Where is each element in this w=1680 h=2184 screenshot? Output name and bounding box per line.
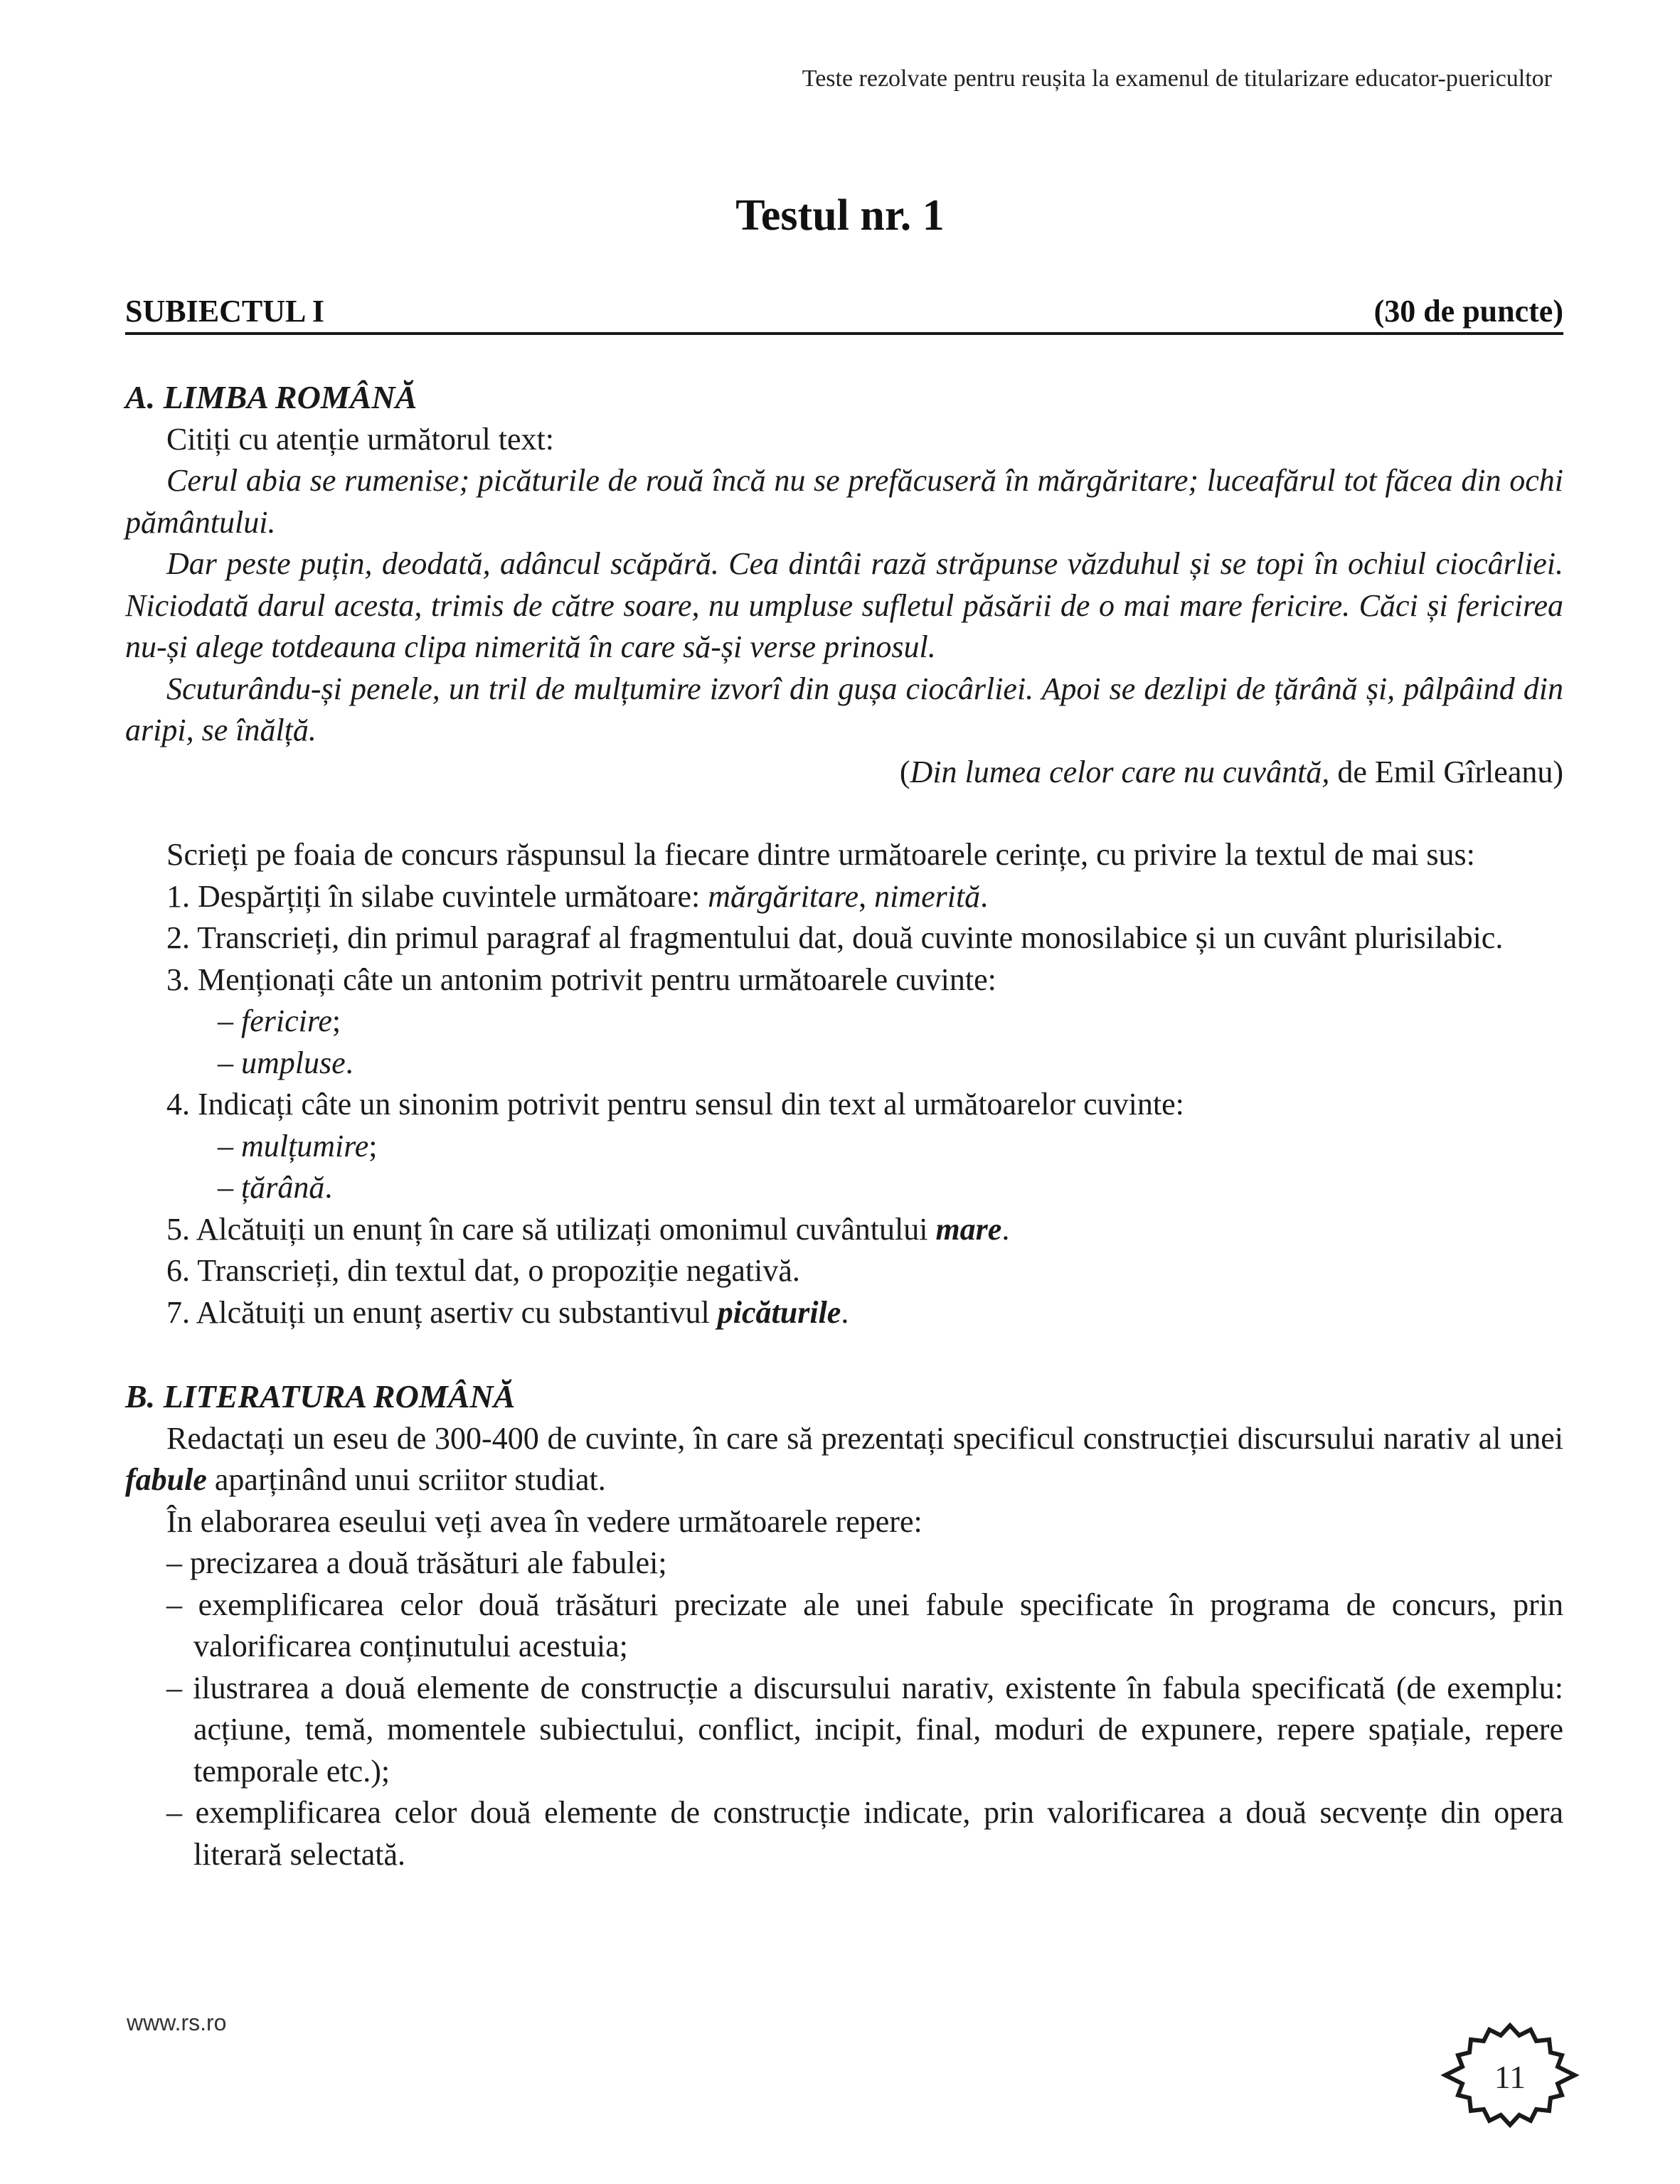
subitem-word: mulțumire: [241, 1128, 369, 1163]
source-work: Din lumea celor care nu cuvântă,: [910, 754, 1330, 789]
task-text: Despărțiți în silabe cuvintele următoare:: [198, 878, 708, 914]
task-emph: mărgăritare: [708, 878, 859, 914]
section-a-heading: A. LIMBA ROMÂNĂ: [125, 379, 418, 415]
subitem-end: ;: [331, 1003, 341, 1038]
task-number: 7.: [166, 1294, 190, 1330]
task-number: 2.: [166, 920, 190, 955]
essay-prompt: [125, 1418, 1563, 1501]
task-text: Transcrieți, din primul paragraf al fragmentului dat, două cuvinte monosilabice și un cuvânt plurisilabic.: [197, 920, 1504, 955]
prompt-bold-word: fabule: [125, 1462, 207, 1497]
task-item-7: [125, 1292, 1563, 1334]
task-number: 6.: [166, 1253, 190, 1288]
prompt-text: aparținând unui scriitor studiat.: [206, 1462, 606, 1497]
task-text: Alcătuiți un enunț asertiv cu substantivul: [196, 1294, 718, 1330]
task-item-5: [125, 1209, 1563, 1251]
subject-heading: [125, 293, 1563, 335]
section-a-instruction: Citiți cu atenție următorul text:: [166, 421, 554, 457]
task-item-2: [125, 917, 1563, 959]
source-author: de Emil Gîrleanu): [1329, 754, 1563, 789]
document-body: [125, 377, 1563, 1875]
dash: –: [218, 1170, 241, 1205]
guideline-item: – exemplificarea celor două trăsături precizate ale unei fabule specificate în programa de concurs, prin valorificarea conținutului acestuia;: [166, 1587, 1563, 1663]
page-title: Testul nr. 1: [735, 191, 945, 240]
task-bold-word: picăturile: [717, 1294, 841, 1330]
task-emph: nimerită: [874, 878, 981, 914]
footer-url: www.rs.ro: [127, 2010, 227, 2035]
source-paren: (: [899, 754, 910, 789]
task-end: .: [980, 878, 989, 914]
page-number: 11: [1494, 2058, 1526, 2095]
guideline-item: – ilustrarea a două elemente de construcție a discursului narativ, existente în fabula specificată (de exemplu: acțiune, temă, momentele subiectului, conflict, incipit, final, moduri de expunere, repere spațiale, repere temporale etc.);: [166, 1670, 1563, 1789]
task-subitem: [125, 1001, 1563, 1043]
subitem-end: .: [324, 1170, 333, 1205]
section-b-heading: B. LITERATURA ROMÂNĂ: [125, 1378, 516, 1415]
subitem-end: .: [345, 1045, 353, 1080]
task-number: 3.: [166, 962, 190, 997]
task-subitem: [125, 1167, 1563, 1209]
task-item-4: [125, 1084, 1563, 1126]
task-item-6: [125, 1250, 1563, 1292]
task-text: Menționați câte un antonim potrivit pentru următoarele cuvinte:: [198, 962, 996, 997]
task-subitem: [125, 1126, 1563, 1168]
dash: –: [218, 1045, 241, 1080]
dash: –: [218, 1003, 241, 1038]
task-end: .: [841, 1294, 849, 1330]
task-end: .: [1001, 1211, 1010, 1247]
guideline-item: – precizarea a două trăsături ale fabulei;: [166, 1545, 667, 1580]
task-bold-word: mare: [935, 1211, 1002, 1247]
guide-intro: În elaborarea eseului veți avea în vedere următoarele repere:: [166, 1503, 923, 1539]
task-text: Alcătuiți un enunț în care să utilizați omonimul cuvântului: [196, 1211, 936, 1247]
task-subitem: [125, 1043, 1563, 1085]
prompt-text: Redactați un eseu de 300-400 de cuvinte, în care să prezentați specificul construcției discursului narativ al unei: [166, 1420, 1563, 1456]
text-source: [125, 752, 1563, 794]
task-item-3: [125, 959, 1563, 1001]
guideline-item: – exemplificarea celor două elemente de construcție indicate, prin valorificarea a două secvențe din opera literară selectată.: [166, 1795, 1563, 1872]
subitem-word: fericire: [241, 1003, 332, 1038]
task-sep: ,: [858, 878, 875, 914]
task-number: 5.: [166, 1211, 190, 1247]
dash: –: [218, 1128, 241, 1163]
subject-points: (30 de puncte): [1373, 294, 1563, 329]
task-number: 1.: [166, 878, 190, 914]
task-item-1: [125, 876, 1563, 918]
subitem-end: ;: [368, 1128, 378, 1163]
subitem-word: țărână: [241, 1170, 325, 1205]
task-text: Indicați câte un sinonim potrivit pentru sensul din text al următoarelor cuvinte:: [198, 1087, 1184, 1122]
text-paragraph: Dar peste puțin, deodată, adâncul scăpără. Cea dintâi rază străpunse văzduhul și se topi în ochiul ciocârliei. Niciodată darul acesta, trimis de către soare, nu umpluse sufletul păsării de o mai mare fericire. Căci și fericirea nu-și alege totdeauna clipa nimerită în care să-și verse prinosul.: [125, 546, 1563, 664]
task-number: 4.: [166, 1087, 190, 1122]
page-number-badge: [1435, 2020, 1585, 2134]
subject-label: SUBIECTUL I: [125, 294, 325, 329]
subitem-word: umpluse: [241, 1045, 346, 1080]
running-header: Teste rezolvate pentru reușita la examenul de titularizare educator-puericultor: [802, 65, 1552, 92]
text-paragraph: Scuturându-și penele, un tril de mulțumire izvorî din gușa ciocârliei. Apoi se dezlipi de țărână și, pâlpâind din aripi, se înălță.: [125, 671, 1563, 747]
task-text: Transcrieți, din textul dat, o propoziție negativă.: [197, 1253, 800, 1288]
text-paragraph: Cerul abia se rumenise; picăturile de rouă încă nu se prefăcuseră în mărgăritare; luceafărul tot făcea din ochi pământului.: [125, 463, 1563, 540]
task-intro: Scrieți pe foaia de concurs răspunsul la fiecare dintre următoarele cerințe, cu privire la textul de mai sus:: [166, 837, 1475, 872]
